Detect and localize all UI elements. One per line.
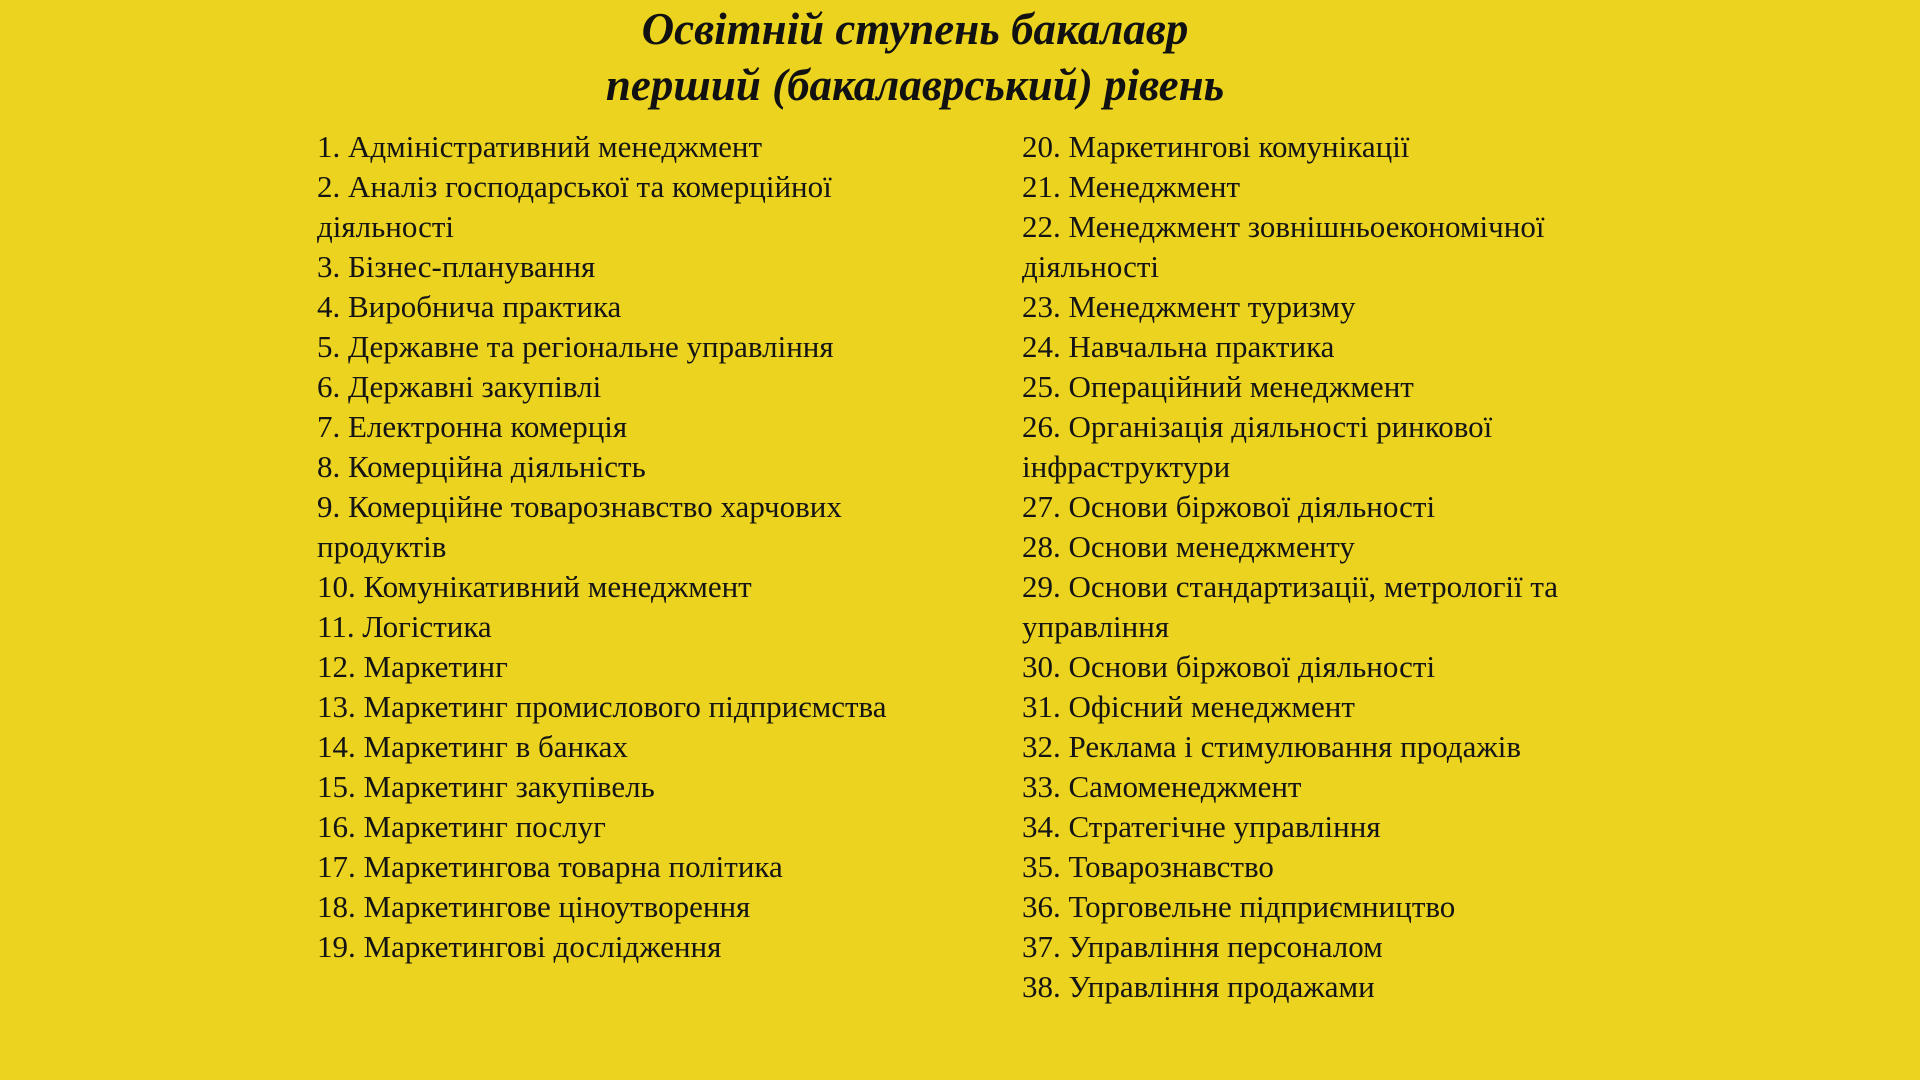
course-item: 15. Маркетинг закупівель	[317, 769, 655, 804]
course-item: 38. Управління продажами	[1022, 969, 1375, 1004]
course-item: 31. Офісний менеджмент	[1022, 689, 1355, 724]
course-item: 25. Операційний менеджмент	[1022, 369, 1414, 404]
slide-title-line-2: перший (бакалаврський) рівень	[605, 60, 1225, 110]
course-item: 36. Торговельне підприємництво	[1022, 889, 1456, 924]
course-item: 22. Менеджмент зовнішньоекономічної діяльності	[1022, 209, 1545, 284]
course-item: 6. Державні закупівлі	[317, 369, 602, 404]
slide-title-line-1: Освітній ступень бакалавр	[641, 4, 1189, 54]
course-item: 10. Комунікативний менеджмент	[317, 569, 752, 604]
course-item: 1. Адміністративний менеджмент	[317, 129, 763, 164]
course-item: 19. Маркетингові дослідження	[317, 929, 722, 964]
course-item: 7. Електронна комерція	[317, 409, 628, 444]
course-item: 21. Менеджмент	[1022, 169, 1241, 204]
course-item: 8. Комерційна діяльність	[317, 449, 646, 484]
course-item: 34. Стратегічне управління	[1022, 809, 1381, 844]
course-item: 11. Логістика	[317, 609, 492, 644]
course-item: 20. Маркетингові комунікації	[1022, 129, 1410, 164]
course-list-left	[317, 127, 907, 967]
course-item: 33. Самоменеджмент	[1022, 769, 1302, 804]
course-item: 37. Управління персоналом	[1022, 929, 1383, 964]
course-item: 16. Маркетинг послуг	[317, 809, 606, 844]
course-item: 26. Організація діяльності ринкової інфраструктури	[1022, 409, 1493, 484]
course-item: 9. Комерційне товарознавство харчових продуктів	[317, 489, 842, 564]
course-list-right	[1022, 127, 1612, 1007]
course-item: 24. Навчальна практика	[1022, 329, 1335, 364]
course-item: 13. Маркетинг промислового підприємства	[317, 689, 887, 724]
course-item: 18. Маркетингове ціноутворення	[317, 889, 751, 924]
course-item: 14. Маркетинг в банках	[317, 729, 628, 764]
course-item: 3. Бізнес-планування	[317, 249, 596, 284]
course-item: 2. Аналіз господарської та комерційної діяльності	[317, 169, 832, 244]
course-item: 5. Державне та регіональне управління	[317, 329, 834, 364]
course-item: 30. Основи біржової діяльності	[1022, 649, 1436, 684]
course-item: 35. Товарознавство	[1022, 849, 1274, 884]
course-item: 28. Основи менеджменту	[1022, 529, 1355, 564]
course-item: 32. Реклама і стимулювання продажів	[1022, 729, 1522, 764]
course-item: 17. Маркетингова товарна політика	[317, 849, 783, 884]
course-item: 4. Виробнича практика	[317, 289, 622, 324]
course-item: 23. Менеджмент туризму	[1022, 289, 1356, 324]
course-item: 29. Основи стандартизації, метрології та управління	[1022, 569, 1559, 644]
course-item: 27. Основи біржової діяльності	[1022, 489, 1436, 524]
course-item: 12. Маркетинг	[317, 649, 508, 684]
